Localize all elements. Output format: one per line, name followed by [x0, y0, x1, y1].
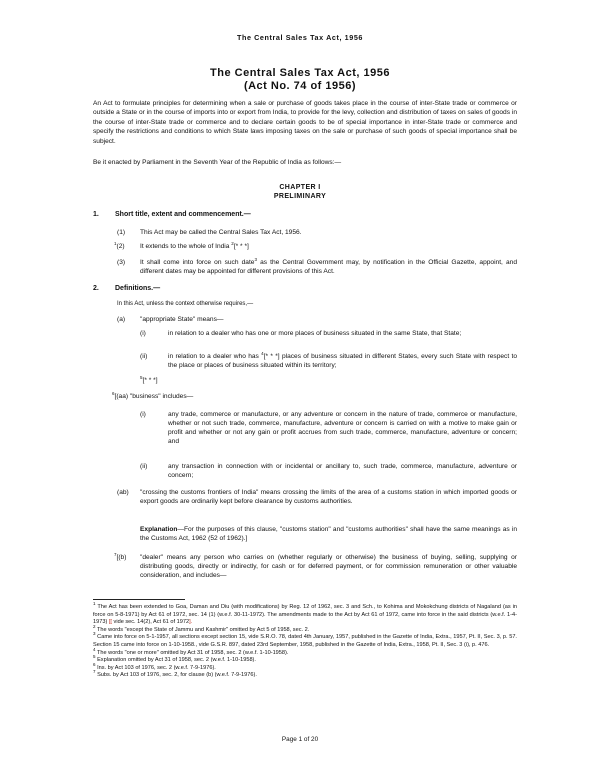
footnote-text: The words "except the State of Jammu and Kashmir" omitted by Act 5 of 1958, sec. 2.: [96, 626, 310, 633]
item-text: any trade, commerce or manufacture, or any adventure or concern in the nature of trade, commerce or manufacture, whether or not such trade, commerce, manufacture, adventure or concern is carried on with a motive to make gain or profit and whether or not any gain or profit accrues from such trade, commerce, manufacture, adventure or concern; and: [168, 411, 517, 445]
clause-aa-i: [140, 410, 517, 448]
clause-label-text: [(aa): [114, 393, 129, 400]
footnote-number: 4: [93, 646, 96, 652]
section-1-subsection-2: [114, 242, 517, 252]
section-number: 1.: [93, 211, 99, 218]
section-title: Short title, extent and commencement.—: [115, 211, 251, 218]
footnote-number: 1: [93, 601, 96, 607]
section-title: Definitions.—: [115, 285, 161, 292]
footnote-number: 3: [93, 631, 96, 637]
title-line-1: The Central Sales Tax Act, 1956: [210, 67, 390, 79]
clause-text: "dealer" means any person who carries on (whether regularly or otherwise) the business of buying, selling, supplying or distributing goods, directly or indirectly, for cash or for deferred payment, or for commission remuneration or other valuable consideration, and includes—: [140, 554, 517, 579]
clause-a-ii: [140, 352, 517, 370]
footnote-text-b: vide sec. 14(2), Act 61 of 1972: [111, 619, 190, 626]
footnote-highlight-2: ].: [189, 619, 193, 626]
footnote-number: 7: [93, 669, 96, 675]
item-text: any transaction in connection with or incidental or ancillary to, such trade, commerce, manufacture, adventure or concern;: [168, 463, 517, 479]
title-line-2: (Act No. 74 of 1956): [243, 80, 357, 92]
item-label: (i): [140, 411, 146, 418]
enacting-formula: Be it enacted by Parliament in the Seventh Year of the Republic of India as follows:—: [93, 159, 342, 166]
footnote-text: Subs. by Act 103 of 1976, sec. 2, for clause (b) (w.e.f. 7-9-1976).: [97, 672, 257, 679]
clause-a: [117, 315, 517, 325]
page-number: Page 1 of 20: [281, 736, 319, 743]
clause-b: [114, 553, 517, 583]
section-1-heading: [93, 211, 517, 221]
section-2-intro: [117, 300, 517, 310]
subsection-label: (3): [117, 259, 126, 266]
item-label: (i): [140, 330, 146, 337]
footnote-3: [93, 631, 517, 649]
footnote-marker: 5: [140, 374, 143, 380]
subsection-text: [140, 258, 517, 276]
document-title: [0, 67, 600, 93]
footnote-text: The words "one or more" omitted by Act 31 of 1958, sec. 2 (w.e.f. 1-10-1958).: [96, 649, 289, 656]
item-text: in relation to a dealer who has one or more places of business situated in the same State, that State;: [168, 330, 462, 337]
footnotes: [93, 601, 518, 680]
footnote-highlight: [[: [108, 619, 112, 626]
clause-label: (a): [117, 316, 126, 323]
footnote-text: Came into force on 5-1-1957, all sections except section 15, vide S.R.O. 78, dated 4th January, 1957, published in the Gazette of India, Extra., 1957, Pt. II, Sec. 3, p. 57. Section 15 came into force on 1-10-1958., vide G.S.R. 897, dated 23rd September, 1958, published in the Gazette of India, Extra., 1958, Pt. II, Sec. 3 (i), p. 476.: [93, 634, 517, 648]
section-1-subsection-1: [117, 228, 517, 238]
footnote-text: Explanation omitted by Act 31 of 1958, sec. 2 (w.e.f. 1-10-1958).: [97, 657, 256, 664]
clause-label: (ab): [117, 489, 129, 496]
item-text-b: [* * *] places of business situated in different States, every such State with respect to the place or places of business situated within its territory;: [168, 353, 517, 369]
footnote-number: 6: [93, 661, 96, 667]
subsection-text-main: It extends to the whole of India: [140, 243, 230, 250]
explanation-body: —For the purposes of this clause, "customs station" and "customs authorities" shall have the same meanings as in the Customs Act, 1962 (52 of 1962).]: [140, 526, 517, 542]
footnote-divider: [93, 599, 185, 600]
clause-aa: [112, 392, 517, 402]
section-number: 2.: [93, 285, 99, 292]
footnote-text-a: The Act has been extended to Goa, Daman and Diu (with modifications) by Reg. 12 of 1962, sec. 3 and Sch., to Kohima and Mokokchung districts of Nagaland (as in force on 5-8-1971) by Act 61 of 1972, sec. 14 (1) (w.e.f. 30-11-1972). The amendments made to the Act by Act 61 of 1972, came into force in the said districts (w.e.f. 1-4-1973): [93, 604, 518, 626]
footnote-text: Ins. by Act 103 of 1976, sec. 2 (w.e.f. 7-9-1976).: [97, 664, 216, 671]
clause-text: "appropriate State" means—: [140, 316, 224, 323]
explanation-text: [140, 525, 517, 543]
explanation-heading: Explanation: [140, 526, 178, 533]
clause-ab: [117, 488, 517, 516]
footnote-1: [93, 601, 518, 627]
item-label: (ii): [140, 463, 148, 470]
clause-label: [114, 553, 126, 562]
footnote-marker: 1: [114, 240, 117, 246]
clause-ab-explanation: [140, 525, 517, 545]
clause-label-text: [(b): [116, 554, 127, 561]
clause-text: "business" includes—: [129, 393, 194, 400]
footnote-marker: 4: [261, 350, 264, 356]
footnote-marker: 7: [114, 551, 117, 557]
section-2-heading: [93, 285, 517, 295]
item-label: (ii): [140, 353, 148, 360]
subsection-text: This Act may be called the Central Sales Tax Act, 1956.: [140, 229, 302, 236]
omission-marker: [* * *]: [233, 243, 249, 250]
item-text: [168, 352, 517, 370]
omission: [140, 376, 158, 385]
chapter-title: PRELIMINARY: [273, 192, 327, 200]
footnote-marker: 2: [231, 240, 234, 246]
subsection-text-b: as the Central Government may, by notification in the Official Gazette, appoint, and different dates may be appointed for different provisions of this Act.: [140, 259, 517, 275]
chapter-heading: [0, 184, 600, 201]
footnote-5: [93, 654, 517, 665]
footnote-marker: 6: [112, 390, 115, 396]
clause-text: "crossing the customs frontiers of India" means crossing the limits of the area of a customs station in which imported goods or export goods are ordinarily kept before clearance by customs authorities.: [140, 489, 517, 505]
footnote-7: [93, 669, 517, 680]
footnote-marker: 3: [254, 256, 257, 262]
preamble: An Act to formulate principles for determining when a sale or purchase of goods takes place in the course of inter-State trade or commerce or outside a State or in the course of imports into or export from India, to provide for the levy, collection and distribution of taxes on sales of goods in the course of inter-State trade or commerce and to declare certain goods to be of special importance in inter-State trade or commerce and specify the restrictions and conditions to which State laws imposing taxes on the sale or purchase of such goods of special importance shall be subject.: [93, 100, 517, 145]
footnote-number: 2: [93, 623, 96, 629]
item-text-a: in relation to a dealer who has: [168, 353, 262, 360]
clause-a-i: [140, 329, 517, 347]
subsection-text-a: It shall come into force on such date: [140, 259, 255, 266]
subsection-label: [114, 242, 125, 251]
section-1-subsection-3: [117, 258, 517, 278]
clause-label: [112, 392, 193, 401]
subsection-label-text: (2): [116, 243, 125, 250]
clause-aa-ii: [140, 462, 517, 480]
omission-marker: [* * *]: [142, 377, 158, 384]
intro-text: In this Act, unless the context otherwise requires,—: [117, 301, 254, 307]
subsection-label: (1): [117, 229, 126, 236]
clause-a-omission: [140, 376, 240, 386]
footnote-number: 5: [93, 654, 96, 660]
chapter-number: CHAPTER I: [279, 184, 321, 191]
subsection-text: [140, 242, 517, 251]
running-header: The Central Sales Tax Act, 1956: [236, 33, 364, 42]
